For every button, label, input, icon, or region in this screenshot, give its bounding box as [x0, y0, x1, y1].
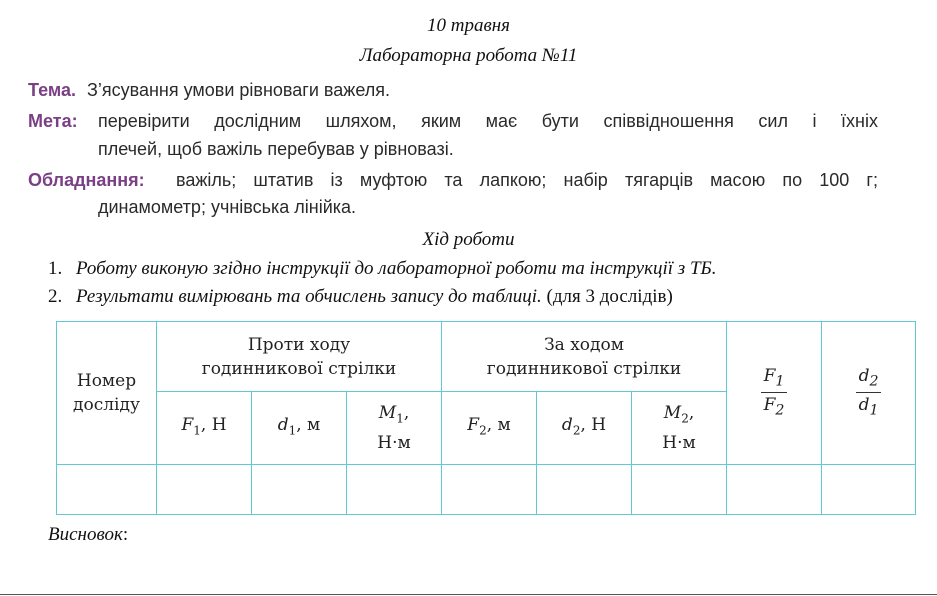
procedure-steps	[48, 256, 716, 309]
header-F1: $F_1$, Н	[157, 392, 252, 465]
conclusion-colon: :	[122, 524, 129, 545]
bottom-divider	[0, 594, 937, 595]
header-cw-line-1: За ходом	[544, 334, 624, 355]
results-table	[56, 321, 916, 515]
header-arm-ratio	[822, 322, 916, 465]
empty-cell	[57, 465, 157, 515]
conclusion-label: Висновок	[48, 524, 123, 545]
header-experiment-line-2: досліду	[73, 395, 140, 415]
step-1	[48, 256, 716, 281]
equipment-row	[28, 170, 145, 191]
empty-cell	[252, 465, 347, 515]
step-1-number: 1.	[48, 258, 63, 279]
step-2-number: 2.	[48, 286, 63, 307]
equipment-line-1: важіль; штатив із муфтою та лапкою; набір тягарців масою по 100 г;	[176, 170, 878, 190]
goal-line-1: перевірити дослідним шляхом, яким має бути співвідношення сил і їхніх	[98, 111, 878, 131]
header-d2: $d_2$, Н	[537, 392, 632, 465]
goal-line-2: плечей, щоб важіль перебував у рівновазі.	[98, 139, 454, 159]
empty-cell	[822, 465, 916, 515]
topic-label: Тема.	[28, 80, 76, 100]
empty-cell	[347, 465, 442, 515]
empty-cell	[537, 465, 632, 515]
header-experiment-line-1: Номер	[76, 371, 137, 391]
procedure-heading: Хід роботи	[422, 229, 515, 250]
header-d1: $d_1$, м	[252, 392, 347, 465]
header-cw-line-2: годинникової стрілки	[486, 358, 682, 379]
lab-title: Лабораторна робота №11	[359, 45, 578, 66]
header-F2: $F_2$, м	[442, 392, 537, 465]
step-2-note: (для 3 дослідів)	[541, 286, 673, 307]
force-ratio-fraction: $\frac{F_1}{F_2}$	[761, 365, 788, 423]
header-counterclockwise	[157, 322, 442, 392]
topic-row	[28, 80, 390, 101]
empty-cell	[727, 465, 822, 515]
header-M1: $M_1$, Н·м	[347, 392, 442, 465]
step-1-text: Роботу виконую згідно інструкції до лабораторної роботи та інструкції з ТБ.	[76, 258, 717, 279]
table-row	[57, 465, 916, 515]
header-force-ratio	[727, 322, 822, 465]
header-experiment-number	[57, 322, 157, 465]
empty-cell	[632, 465, 727, 515]
date: 10 травня	[427, 15, 510, 36]
header-clockwise	[442, 322, 727, 392]
goal-label: Мета:	[28, 111, 78, 131]
step-2	[48, 284, 716, 309]
header-M2: $M_2$, Н·м	[632, 392, 727, 465]
step-2-text: Результати вимірювань та обчислень запису до таблиці.	[76, 286, 542, 307]
conclusion	[48, 524, 128, 546]
equipment-line-2: динамометр; учнівська лінійка.	[98, 197, 357, 217]
header-ccw-line-1: Проти ходу	[247, 334, 351, 355]
empty-cell	[442, 465, 537, 515]
topic-text: З’ясування умови рівноваги важеля.	[86, 80, 390, 100]
equipment-label: Обладнання:	[28, 170, 145, 190]
goal-row	[28, 111, 78, 132]
header-ccw-line-2: годинникової стрілки	[201, 358, 397, 379]
arm-ratio-fraction: $\frac{d_2}{d_1}$	[856, 365, 882, 423]
empty-cell	[157, 465, 252, 515]
